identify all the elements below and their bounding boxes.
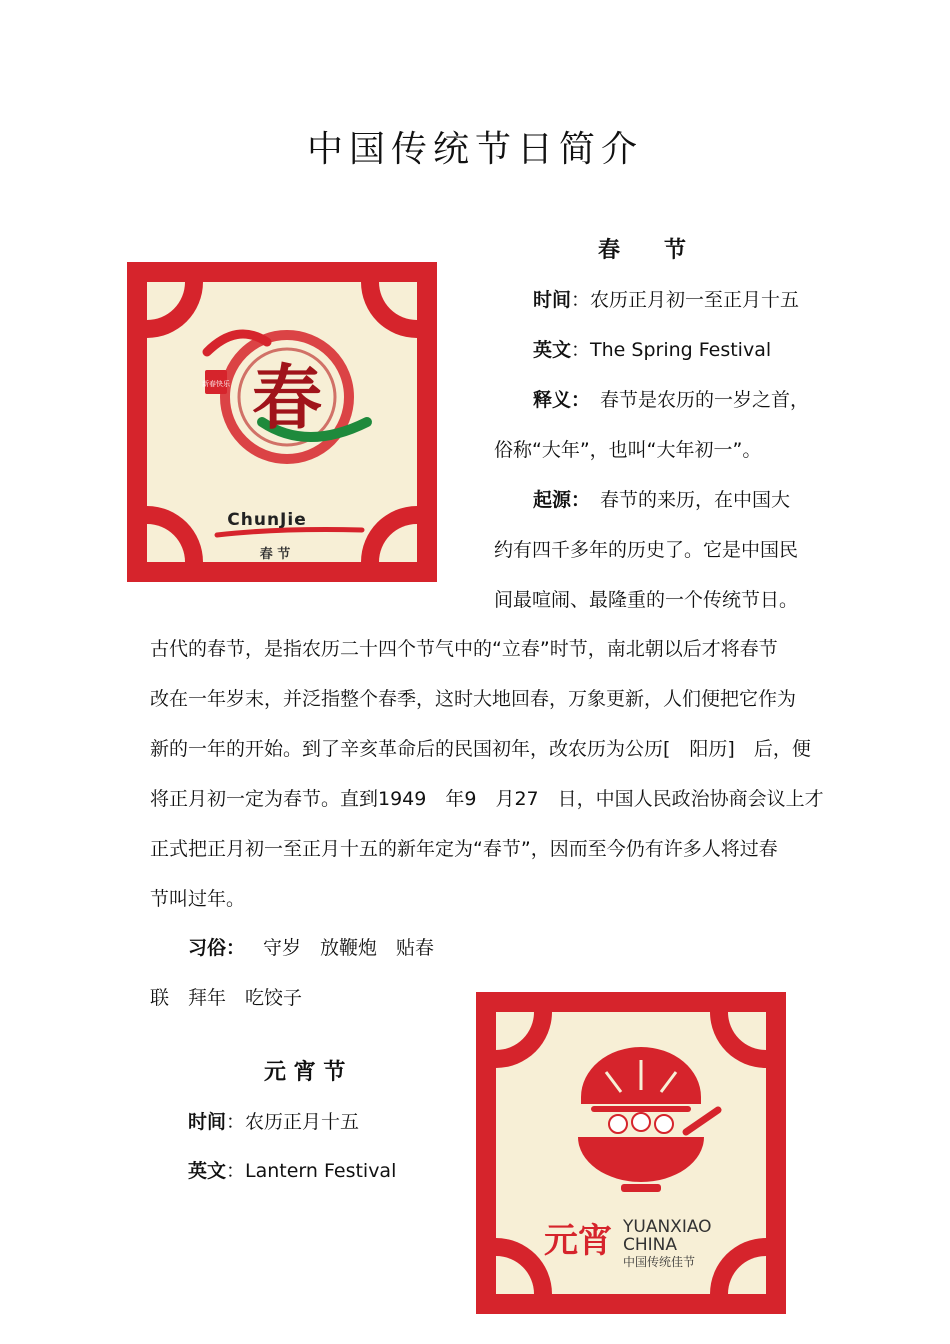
- spring-origin-row: [533, 487, 790, 513]
- lantern-heading: 元 宵 节: [264, 1060, 346, 1085]
- spring-heading: 春 节: [598, 238, 687, 263]
- spring-customs-row: [188, 935, 434, 961]
- paragraph-line: 将正月初一定为春节。直到1949 年9 月27 日，中国人民政治协商会议上才: [150, 788, 824, 810]
- logo-latin-1: YUANXIAO: [623, 1217, 712, 1237]
- time-value: ：农历正月初一至正月十五: [571, 289, 800, 311]
- spring-origin-cont: 间最喧闹、最隆重的一个传统节日。: [494, 589, 799, 611]
- paragraph-line: 古代的春节，是指农历二十四个节气中的“立春”时节，南北朝以后才将春节: [150, 638, 778, 660]
- time-label: 时间: [533, 289, 572, 311]
- page-title: 中国传统节日简介: [306, 129, 643, 170]
- customs-label: 习俗：: [188, 937, 246, 959]
- origin-value: 春节的来历，在中国大: [600, 489, 791, 511]
- logo-latin-2: CHINA: [623, 1235, 678, 1255]
- spring-customs-cont: 联 拜年 吃饺子: [150, 987, 303, 1009]
- logo-stamp: 新春快乐: [202, 380, 230, 388]
- logo-cn: 中国传统佳节: [623, 1255, 696, 1269]
- logo-latin: ChunJie: [227, 510, 307, 530]
- english-value: ：Lantern Festival: [226, 1160, 397, 1182]
- lantern-time-row: [188, 1109, 359, 1135]
- english-label: 英文: [533, 339, 572, 361]
- time-label: 时间: [188, 1111, 227, 1133]
- paragraph-line: 新的一年的开始。到了辛亥革命后的民国初年，改农历为公历[ 阳历] 后，便: [150, 738, 811, 760]
- spring-meaning-cont: 俗称“大年”，也叫“大年初一”。: [494, 439, 762, 461]
- meaning-label: 释义：: [533, 389, 591, 411]
- customs-value: 守岁 放鞭炮 贴春: [263, 937, 435, 959]
- paragraph-line: 节叫过年。: [150, 888, 246, 910]
- spring-origin-cont: 约有四千多年的历史了。它是中国民: [494, 539, 799, 561]
- yuanxiao-emblem: [496, 1012, 766, 1294]
- meaning-value: 春节是农历的一岁之首，: [600, 389, 810, 411]
- spring-festival-logo-card: [127, 262, 437, 582]
- lantern-english-row: [188, 1158, 396, 1184]
- spring-english-row: [533, 337, 771, 363]
- logo-chars: 元宵: [544, 1221, 612, 1261]
- paragraph-line: 改在一年岁末，并泛指整个春季，这时大地回春，万象更新，人们便把它作为: [150, 688, 797, 710]
- paragraph-line: 正式把正月初一至正月十五的新年定为“春节”，因而至今仍有许多人将过春: [150, 838, 778, 860]
- spring-meaning-row: [533, 387, 809, 413]
- origin-label: 起源：: [533, 489, 591, 511]
- chunjie-emblem: [147, 282, 417, 562]
- spring-time-row: [533, 287, 799, 313]
- english-label: 英文: [188, 1160, 227, 1182]
- lantern-festival-logo-card: [476, 992, 786, 1314]
- time-value: ：农历正月十五: [226, 1111, 360, 1133]
- english-value: ：The Spring Festival: [571, 339, 772, 361]
- logo-char: 春: [252, 357, 322, 439]
- logo-cn: 春 节: [259, 547, 291, 562]
